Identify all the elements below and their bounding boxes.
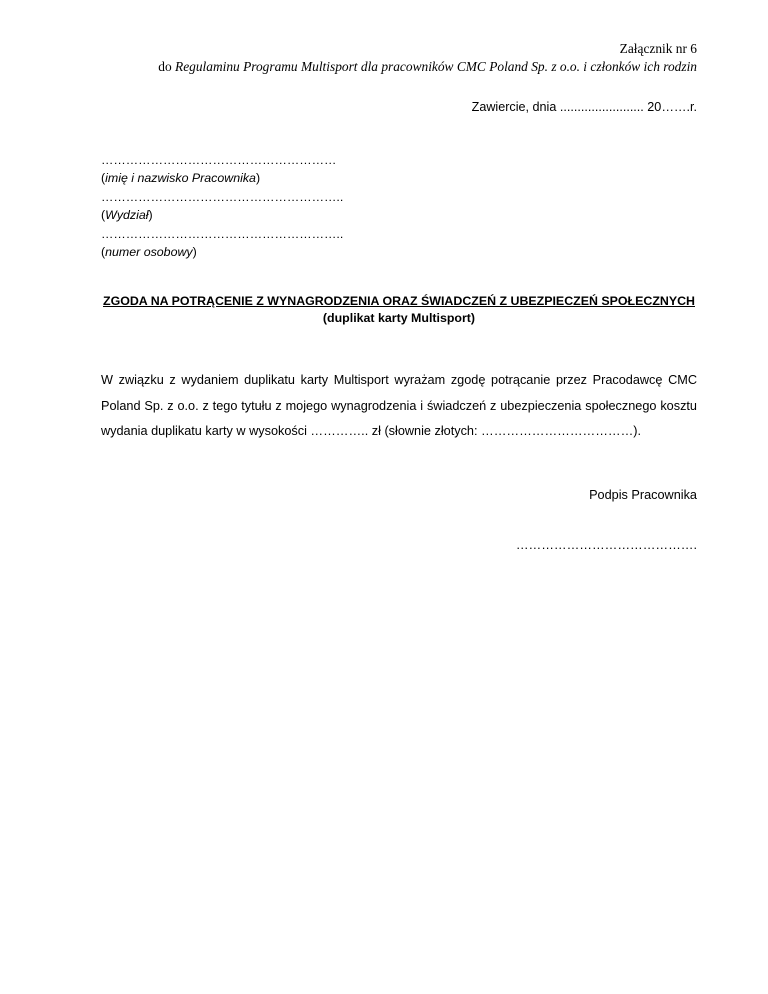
document-title: [101, 293, 697, 327]
employee-number-caption: (numer osobowy): [101, 245, 197, 260]
employee-details: [101, 151, 343, 261]
employee-dept-label: Wydział: [105, 208, 149, 223]
employee-number-line: …………………………………………………..: [101, 226, 344, 241]
employee-dept-caption: (Wydział): [101, 208, 153, 223]
employee-name-label: imię i nazwisko Pracownika: [105, 171, 256, 186]
attachment-prefix: do: [158, 59, 172, 74]
attachment-number: Załącznik nr 6: [619, 41, 697, 56]
signature-label: Podpis Pracownika: [589, 488, 697, 502]
consent-body: W związku z wydaniem duplikatu karty Multisport wyrażam zgodę potrącanie przez Pracodawcę CMC Poland Sp. z o.o. z tego tytułu z mojego wynagrodzenia i świadczeń z ubezpieczenia społecznego kosztu wydania duplikatu karty w wysokości ………….. zł (słownie złotych: ………………………………).: [101, 373, 697, 439]
employee-name-line: …………………………………………………: [101, 153, 337, 167]
attachment-regulation: Regulaminu Programu Multisport dla pracowników CMC Poland Sp. z o.o. i członków ich rodzin: [175, 59, 697, 74]
place-date: Zawiercie, dnia ........................ 20…….r.: [471, 100, 697, 114]
attachment-header: [158, 40, 697, 76]
employee-name-caption: (imię i nazwisko Pracownika): [101, 171, 261, 186]
signature-line: …………………………………….: [515, 538, 697, 552]
consent-title: ZGODA NA POTRĄCENIE Z WYNAGRODZENIA ORAZ ŚWIADCZEŃ Z UBEZPIECZEŃ SPOŁECZNYCH: [103, 294, 695, 308]
employee-dept-line: …………………………………………………..: [101, 189, 344, 204]
attachment-reference: [158, 58, 697, 76]
consent-subtitle: (duplikat karty Multisport): [322, 311, 476, 325]
employee-number-label: numer osobowy: [105, 245, 193, 260]
